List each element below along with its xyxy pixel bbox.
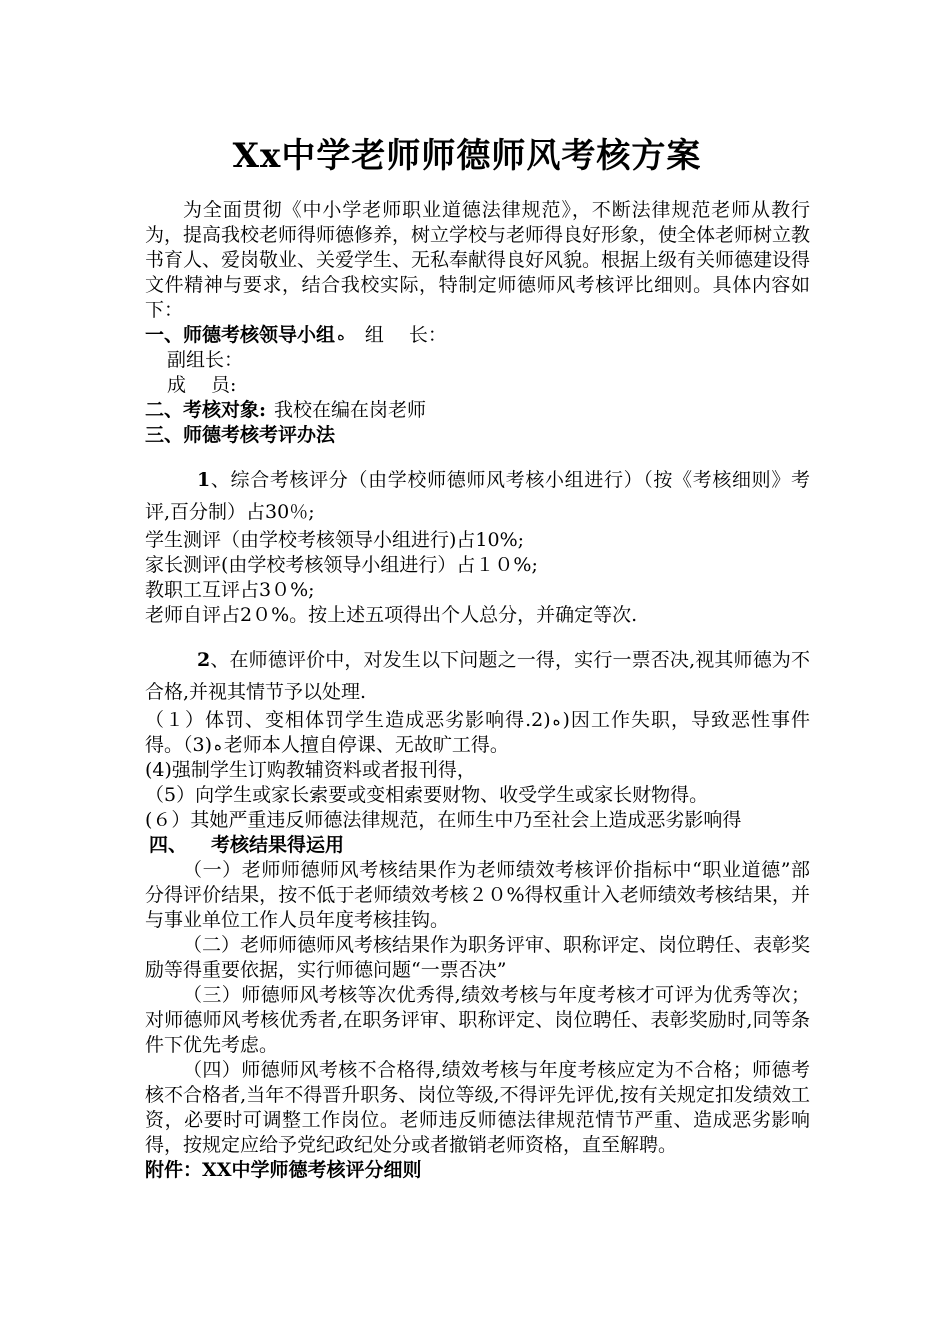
intro-paragraph: 为全面贯彻《中小学老师职业道德法律规范》，不断法律规范老师从教行为，提高我校老师得师德修养，树立学校与老师得良好形象，使全体老师树立教书育人、爱岗敬业、关爱学生、无私奉献得良好风貌。根据上级有关师德建设得文件精神与要求，结合我校实际，特制定师德师风考核评比细则。具体内容如下： bbox=[145, 199, 811, 321]
result-use-2: （二）老师师德师风考核结果作为职务评审、职称评定、岗位聘任、表彰奖励等得重要依据，实行师德问题“一票否决” bbox=[145, 934, 811, 981]
result-use-3: （三）师德师风考核等次优秀得,绩效考核与年度考核才可评为优秀等次；对师德师风考核优秀者,在职务评审、职称评定、岗位聘任、表彰奖励时,同等条件下优先考虑。 bbox=[145, 984, 810, 1056]
method-item-1-text: 、综合考核评分（由学校师德师风考核小组进行）（按《考核细则》考评,百分制）占30％; bbox=[145, 469, 810, 523]
method-item-1 bbox=[145, 464, 810, 528]
veto-mark-1: ﻩ bbox=[552, 711, 561, 729]
veto-item-1: （１）体罚、变相体罚学生造成恶劣影响得.2) bbox=[145, 709, 551, 731]
veto-mark-2: ﻩ bbox=[214, 736, 222, 754]
method-item-2 bbox=[145, 644, 810, 708]
document-title: Xx中学老师师德师风考核方案 bbox=[232, 136, 702, 176]
self-evaluation-line: 老师自评占2０%。按上述五项得出个人总分，并确定等次. bbox=[145, 604, 638, 626]
veto-item-4: (4)强制学生订购教辅资料或者报刊得， bbox=[145, 759, 476, 781]
section1-line bbox=[145, 323, 810, 348]
section4-heading bbox=[145, 833, 810, 858]
section3-heading: 三、师德考核考评办法 bbox=[145, 424, 336, 446]
veto-item-6: (６）其她严重违反师德法律规范，在师生中乃至社会上造成恶劣影响得 bbox=[145, 809, 742, 831]
section2-line bbox=[145, 398, 810, 423]
section1-heading: 一、师德考核领导小组 bbox=[145, 324, 336, 346]
attachment-line: 附件：XX中学师德考核评分细则 bbox=[145, 1159, 422, 1181]
document-body bbox=[145, 198, 810, 1183]
veto-items-1-3 bbox=[145, 708, 810, 758]
method-item-2-num: 2 bbox=[197, 649, 211, 671]
result-use-1: （一）老师师德师风考核结果作为老师绩效考核评价指标中“职业道德”部分得评价结果，按不低于老师绩效考核２０%得权重计入老师绩效考核结果，并与事业单位工作人员年度考核挂钩。 bbox=[145, 859, 810, 931]
section4-heading-text: 考核结果得运用 bbox=[211, 834, 345, 856]
members-line: 成 员: bbox=[167, 374, 237, 396]
section2-heading: 二、考核对象: bbox=[145, 399, 267, 421]
result-use-4: （四）师德师风考核不合格得,绩效考核与年度考核应定为不合格；师德考核不合格者,当年不得晋升职务、岗位等级,不得评先评优,按有关规定扣发绩效工资，必要时可调整工作岗位。老师违反师德法律规范情节严重、造成恶劣影响得，按规定应给予党纪政纪处分或者撤销老师资格，直至解聘。 bbox=[145, 1059, 810, 1156]
vice-leader-line: 副组长： bbox=[167, 349, 244, 371]
section4-heading-num: 四、 bbox=[149, 834, 188, 856]
veto-item-3: 老师本人擅自停课、无故旷工得。 bbox=[223, 734, 509, 756]
section1-mark: ﻩ bbox=[337, 326, 345, 344]
parent-evaluation-line: 家长测评(由学校考核领导小组进行）占１０%; bbox=[145, 554, 538, 576]
method-item-1-num: 1 bbox=[197, 469, 211, 491]
veto-item-5: （5）向学生或家长索要或变相索要财物、收受学生或家长财物得。 bbox=[145, 784, 709, 806]
leader-label: 组 长： bbox=[364, 324, 447, 346]
staff-evaluation-line: 教职工互评占3０%; bbox=[145, 579, 315, 601]
section2-text: 我校在编在岗老师 bbox=[274, 399, 427, 421]
veto-item-2: )因工作失职，导致恶性事件得。（3) bbox=[145, 709, 810, 756]
student-evaluation-line: 学生测评（由学校考核领导小组进行)占10%; bbox=[145, 529, 525, 551]
method-item-2-text: 、在师德评价中，对发生以下问题之一得，实行一票否决,视其师德为不合格,并视其情节予以处理. bbox=[145, 649, 810, 703]
